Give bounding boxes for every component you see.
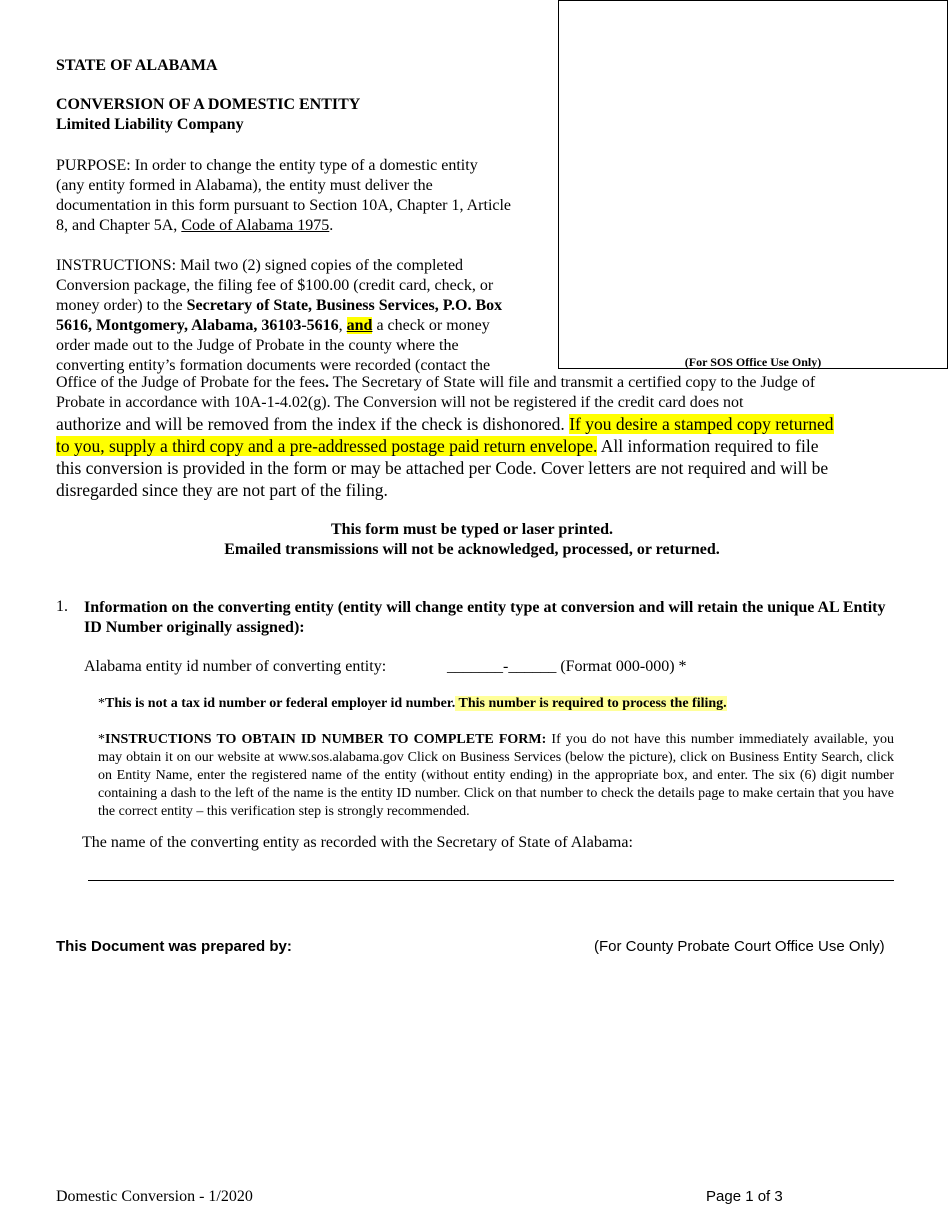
- section-heading: Information on the converting entity (entity will change entity type at conversion and will retain the unique AL Entity ID Number originally assigned):: [84, 599, 886, 636]
- code-of-alabama-reference: Code of Alabama 1975: [181, 217, 330, 234]
- notice-line-1: This form must be typed or laser printed.: [330, 521, 614, 538]
- sos-office-use-box: [558, 0, 948, 369]
- purpose-line-text: 8, and Chapter 5A,: [56, 217, 182, 234]
- instructions-text: ,: [338, 317, 347, 334]
- instructions-line: order made out to the Judge of Probate in the county where the: [56, 337, 459, 354]
- footer-form-version: Domestic Conversion - 1/2020: [56, 1188, 253, 1205]
- instructions-line: converting entity’s formation documents were recorded (contact the: [56, 357, 491, 374]
- purpose-line: [56, 216, 556, 236]
- instructions-line: [56, 435, 896, 457]
- instructions-text: Office of the Judge of Probate for the fees: [56, 374, 325, 391]
- instructions-dot: .: [324, 374, 329, 391]
- obtain-id-instructions: [98, 731, 894, 821]
- instructions-line: [56, 413, 896, 435]
- instructions-text: a check or money: [372, 317, 490, 334]
- purpose-line: documentation in this form pursuant to Section 10A, Chapter 1, Article: [56, 197, 512, 214]
- purpose-line: (any entity formed in Alabama), the entity must deliver the: [56, 177, 433, 194]
- form-title-main: CONVERSION OF A DOMESTIC ENTITY: [56, 96, 361, 113]
- sos-address: Secretary of State, Business Services, P.O. Box: [186, 297, 503, 314]
- tax-id-note-text: This is not a tax id number or federal employer id number.: [105, 696, 456, 711]
- tax-id-note: [98, 696, 727, 712]
- form-subtitle: Limited Liability Company: [56, 116, 244, 133]
- entity-id-row: [84, 658, 687, 676]
- instructions-line: Conversion package, the filing fee of $100.00 (credit card, check, or: [56, 277, 494, 294]
- obtain-id-text: If you do not have this number immediately available, you may obtain it on our website at www.sos.alabama.gov Click on Business Services (below the picture), click on Business Entity Search, click on Entity Name, enter the registered name of the entity (without entity ending) in the appropriate box, and enter. The six (6) digit number containing a dash to the left of the name is the entity ID number. Click on that number to check the details page to make certain that you have the correct entity – this verification step is strongly recommended.: [98, 732, 894, 819]
- instructions-line: [56, 316, 556, 336]
- instructions-line: [56, 296, 556, 316]
- instructions-line: INSTRUCTIONS: Mail two (2) signed copies of the completed: [56, 257, 464, 274]
- instructions-text: All information required to file: [597, 436, 819, 456]
- section-number: 1.: [56, 598, 68, 615]
- instructions-text: The Secretary of State will file and transmit a certified copy to the Judge of: [328, 374, 816, 391]
- note-asterisk: *: [98, 732, 105, 747]
- typed-form-notice: [0, 520, 944, 560]
- prepared-by-label: This Document was prepared by:: [56, 938, 292, 955]
- entity-name-field[interactable]: [88, 880, 894, 881]
- instructions-text: authorize and will be removed from the index if the check is dishonored.: [56, 414, 570, 434]
- purpose-paragraph: [56, 156, 556, 236]
- probate-office-use-label: (For County Probate Court Office Use Only): [594, 938, 885, 955]
- purpose-end: .: [329, 217, 334, 234]
- purpose-line: PURPOSE: In order to change the entity type of a domestic entity: [56, 157, 478, 174]
- stamped-copy-highlight: to you, supply a third copy and a pre-addressed postage paid return envelope.: [56, 436, 598, 456]
- form-title: [56, 95, 360, 135]
- stamped-copy-highlight: If you desire a stamped copy returned: [569, 414, 834, 434]
- entity-id-label: Alabama entity id number of converting entity:: [84, 658, 387, 675]
- footer-page-number: Page 1 of 3: [706, 1188, 783, 1205]
- instructions-line: [56, 373, 896, 393]
- instructions-line: disregarded since they are not part of the filing.: [56, 480, 388, 500]
- and-highlight: and: [346, 317, 373, 334]
- notice-line-2: Emailed transmissions will not be acknowledged, processed, or returned.: [224, 541, 720, 558]
- instructions-paragraph: [56, 256, 556, 376]
- instructions-line: Probate in accordance with 10A-1-4.02(g). The Conversion will not be registered if the credit card does not: [56, 394, 744, 411]
- instructions-text: money order) to the: [56, 297, 187, 314]
- entity-id-field[interactable]: _______-______ (Format 000-000) *: [447, 658, 687, 675]
- instructions-continued: [56, 373, 896, 501]
- state-title: STATE OF ALABAMA: [56, 57, 218, 74]
- entity-name-label: The name of the converting entity as recorded with the Secretary of State of Alabama:: [82, 834, 633, 851]
- obtain-id-heading: INSTRUCTIONS TO OBTAIN ID NUMBER TO COMPLETE FORM:: [105, 732, 547, 747]
- sos-address-cont: 5616, Montgomery, Alabama, 36103-5616: [56, 317, 339, 334]
- sos-office-use-label: (For SOS Office Use Only): [684, 355, 822, 369]
- note-asterisk: *: [98, 696, 105, 711]
- instructions-line: this conversion is provided in the form or may be attached per Code. Cover letters are not required and will be: [56, 458, 829, 478]
- required-number-highlight: This number is required to process the filing.: [455, 696, 727, 711]
